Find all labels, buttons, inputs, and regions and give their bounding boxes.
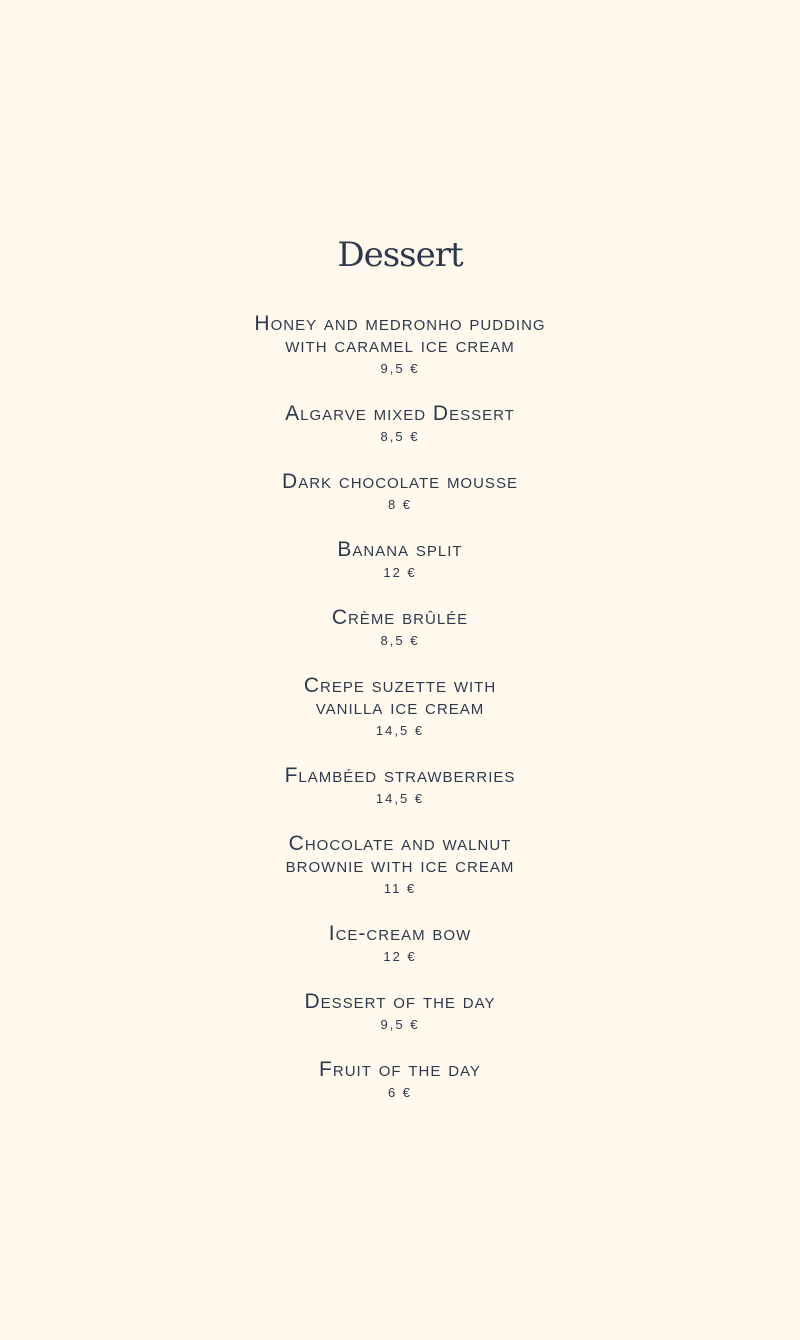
item-price: 9,5 € [380, 1017, 420, 1032]
item-name: Dark chocolate mousse [282, 470, 518, 493]
item-name: Algarve mixed Dessert [285, 402, 515, 425]
menu-item [0, 991, 800, 1037]
item-price: 12 € [383, 565, 417, 580]
menu-item [0, 403, 800, 449]
item-name: Fruit of the day [319, 1058, 481, 1081]
menu-item [0, 471, 800, 517]
menu-item-list [0, 313, 800, 1105]
menu-item [0, 923, 800, 969]
item-price: 8,5 € [380, 633, 420, 648]
item-name: Chocolate and walnut brownie with ice cream [285, 832, 515, 877]
item-price: 12 € [383, 949, 417, 964]
item-price: 9,5 € [380, 361, 420, 376]
item-name: Flambéed strawberries [284, 764, 516, 787]
item-name: Banana split [337, 538, 463, 561]
menu-item [0, 1059, 800, 1105]
item-name: Honey and medronho pudding with caramel ice cream [254, 312, 546, 357]
menu-item [0, 607, 800, 653]
item-price: 6 € [387, 1085, 413, 1100]
item-name: Dessert of the day [304, 990, 496, 1013]
menu-item [0, 313, 800, 381]
item-price: 14,5 € [375, 791, 425, 806]
item-name: Crème brûlée [331, 606, 469, 629]
item-price: 8 € [387, 497, 413, 512]
item-name: Crepe suzette with vanilla ice cream [303, 674, 497, 719]
item-price: 11 € [383, 881, 417, 896]
item-price: 14,5 € [375, 723, 425, 738]
item-price: 8,5 € [380, 429, 420, 444]
menu-item [0, 675, 800, 743]
item-name: Ice-cream bow [328, 922, 472, 945]
dessert-menu [0, 230, 800, 1127]
menu-title: Dessert [337, 235, 463, 275]
menu-item [0, 539, 800, 585]
menu-item [0, 833, 800, 901]
menu-item [0, 765, 800, 811]
